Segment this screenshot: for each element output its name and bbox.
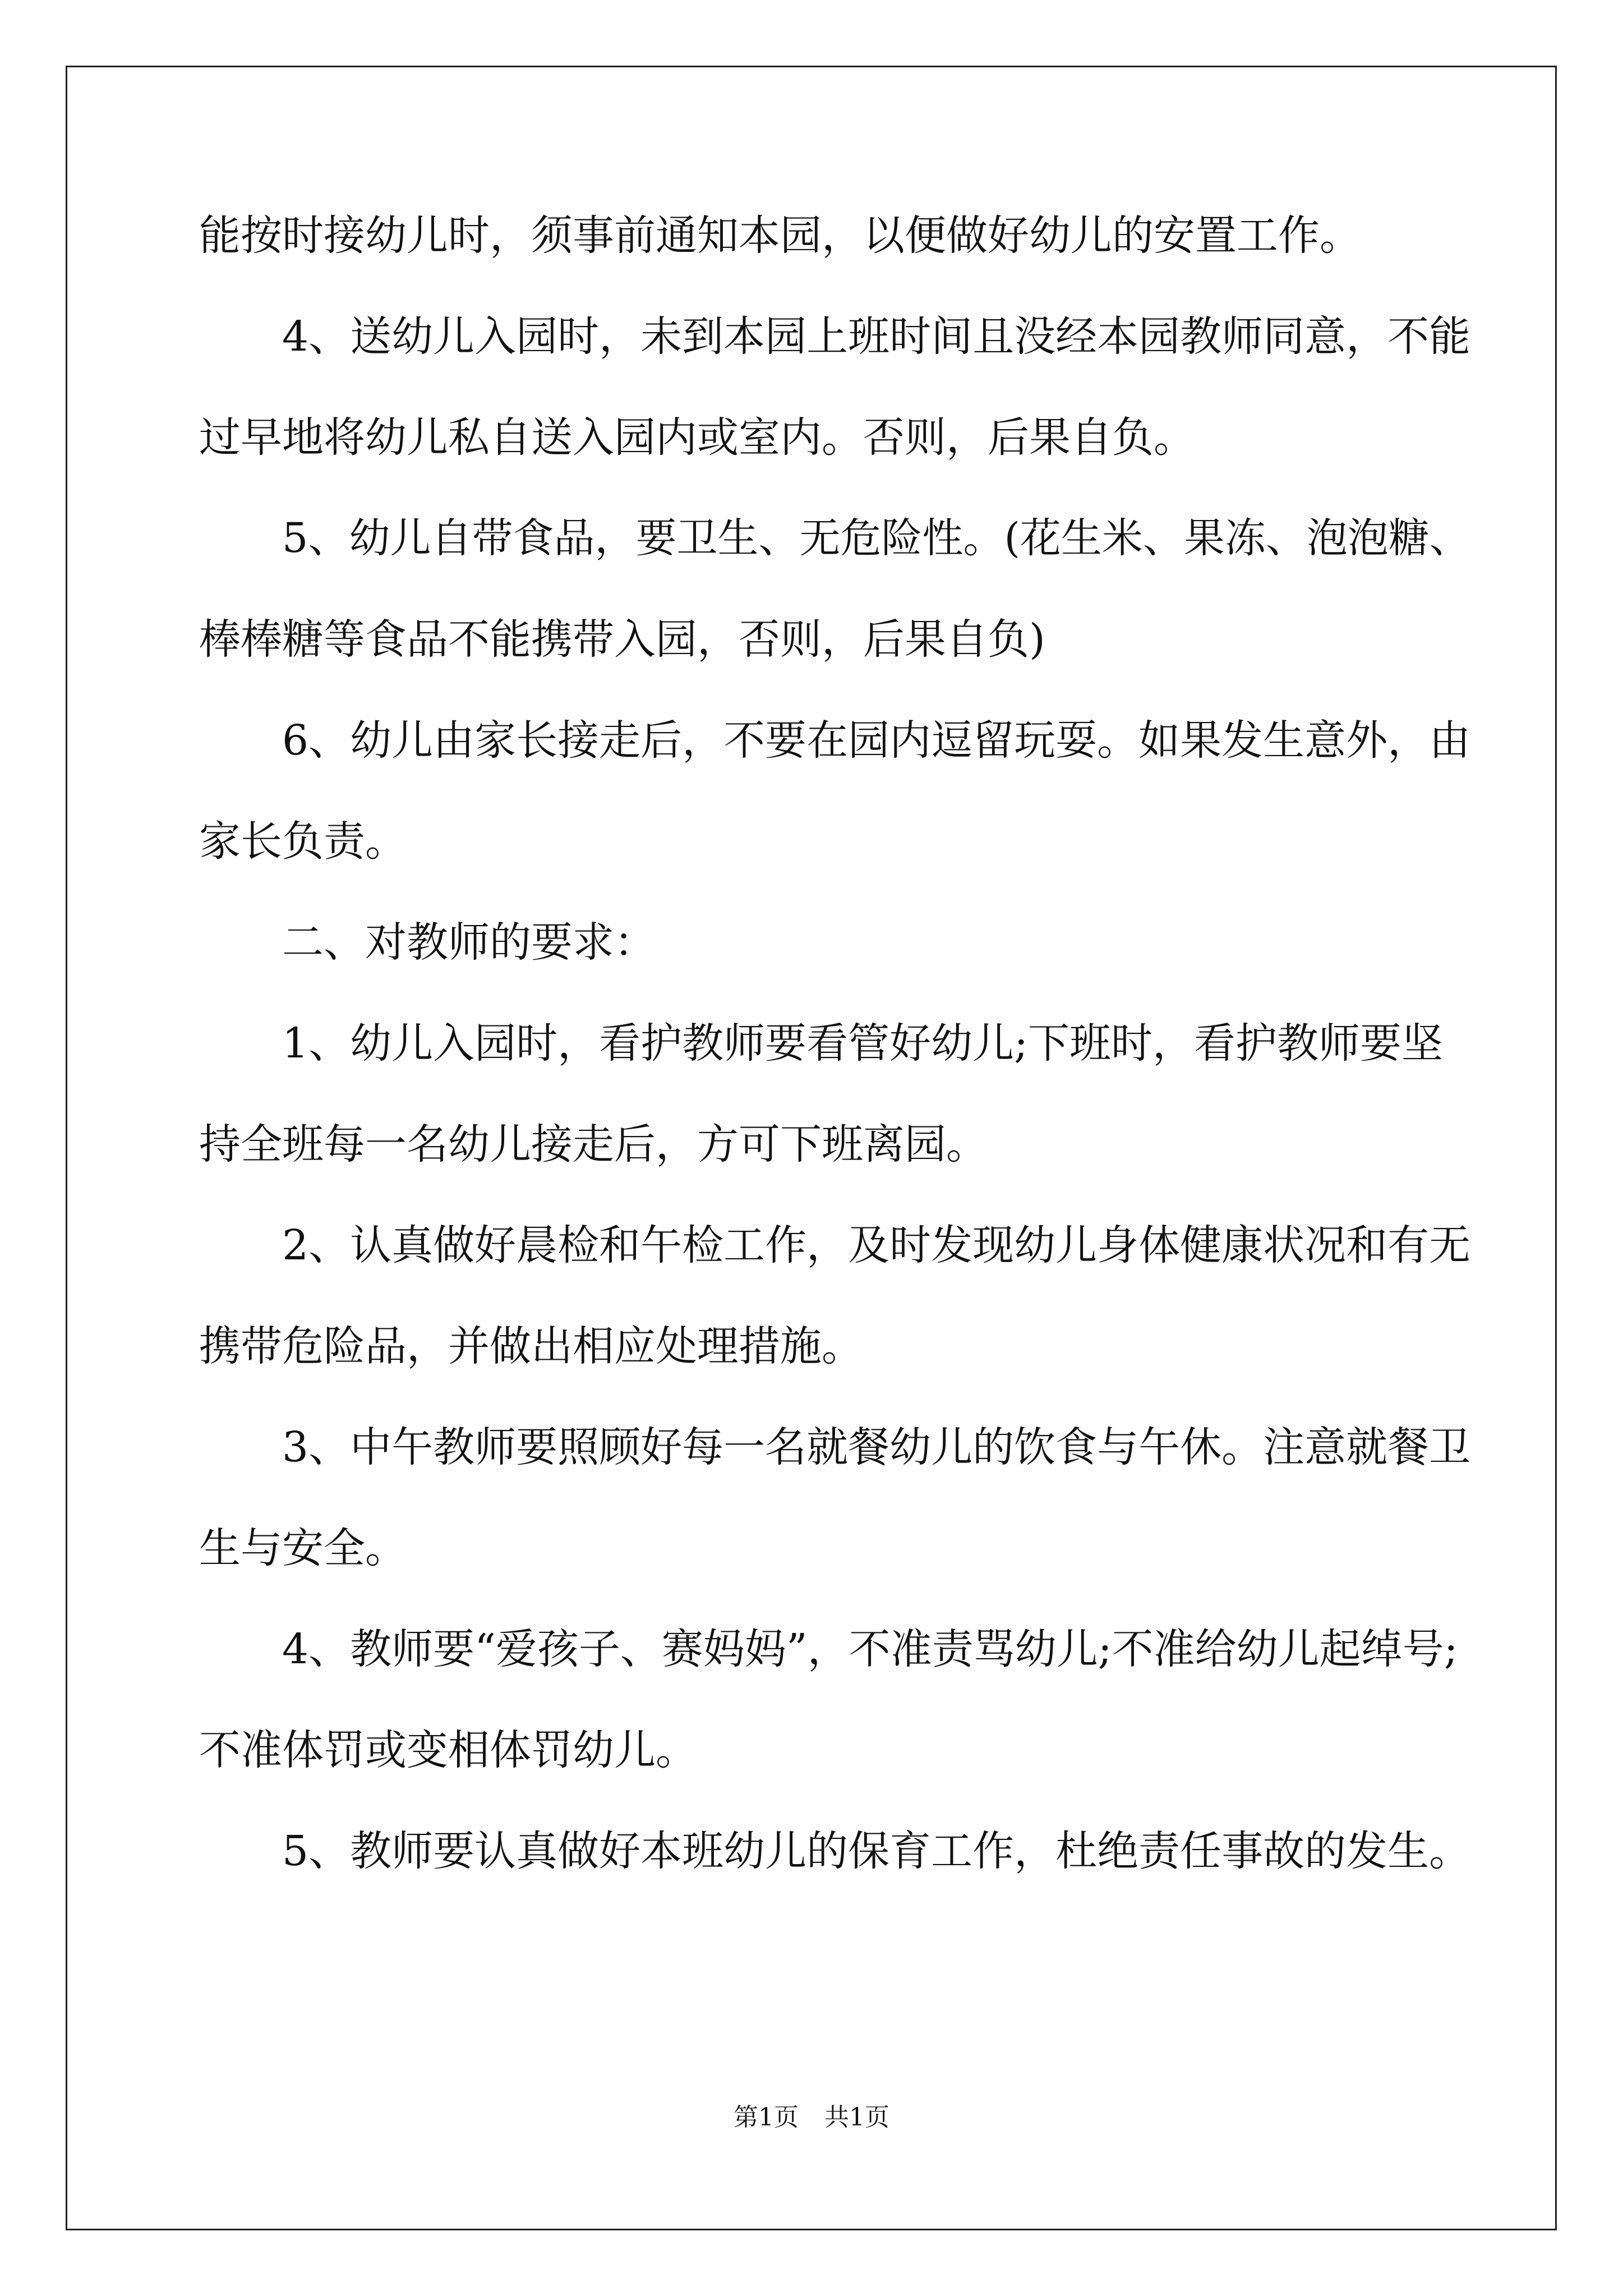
text-line: 不准体罚或变相体罚幼儿。	[199, 1726, 697, 1774]
text-line: 5、幼儿自带食品，要卫生、无危险性。(花生米、果冻、泡泡糖、	[282, 514, 1470, 562]
text-line: 生与安全。	[199, 1524, 407, 1572]
page-number-total: 共1页	[824, 2103, 889, 2132]
page-footer	[0, 2101, 1623, 2134]
page-number-current: 第1页	[734, 2103, 799, 2132]
text-line: 5、教师要认真做好本班幼儿的保育工作，杜绝责任事故的发生。	[282, 1827, 1471, 1875]
text-line: 携带危险品，并做出相应处理措施。	[199, 1322, 863, 1370]
text-line: 家长负责。	[199, 817, 407, 866]
text-line: 1、幼儿入园时，看护教师要看管好幼儿;下班时，看护教师要坚	[282, 1019, 1444, 1068]
text-line: 棒棒糖等食品不能携带入园，否则，后果自负)	[199, 615, 1045, 664]
text-line: 能按时接幼儿时，须事前通知本园，以便做好幼儿的安置工作。	[199, 211, 1361, 260]
section-heading: 二、对教师的要求：	[282, 918, 656, 967]
text-line: 2、认真做好晨检和午检工作，及时发现幼儿身体健康状况和有无	[282, 1221, 1471, 1269]
text-line: 6、幼儿由家长接走后，不要在园内逗留玩耍。如果发生意外，由	[282, 716, 1471, 765]
text-line: 3、中午教师要照顾好每一名就餐幼儿的饮食与午休。注意就餐卫	[282, 1423, 1471, 1471]
text-line: 持全班每一名幼儿接走后，方可下班离园。	[199, 1120, 988, 1168]
text-line: 过早地将幼儿私自送入园内或室内。否则，后果自负。	[199, 413, 1195, 462]
text-line: 4、送幼儿入园时，未到本园上班时间且没经本园教师同意，不能	[282, 312, 1471, 361]
text-line: 4、教师要“爱孩子、赛妈妈”，不准责骂幼儿;不准给幼儿起绰号;	[282, 1625, 1458, 1673]
